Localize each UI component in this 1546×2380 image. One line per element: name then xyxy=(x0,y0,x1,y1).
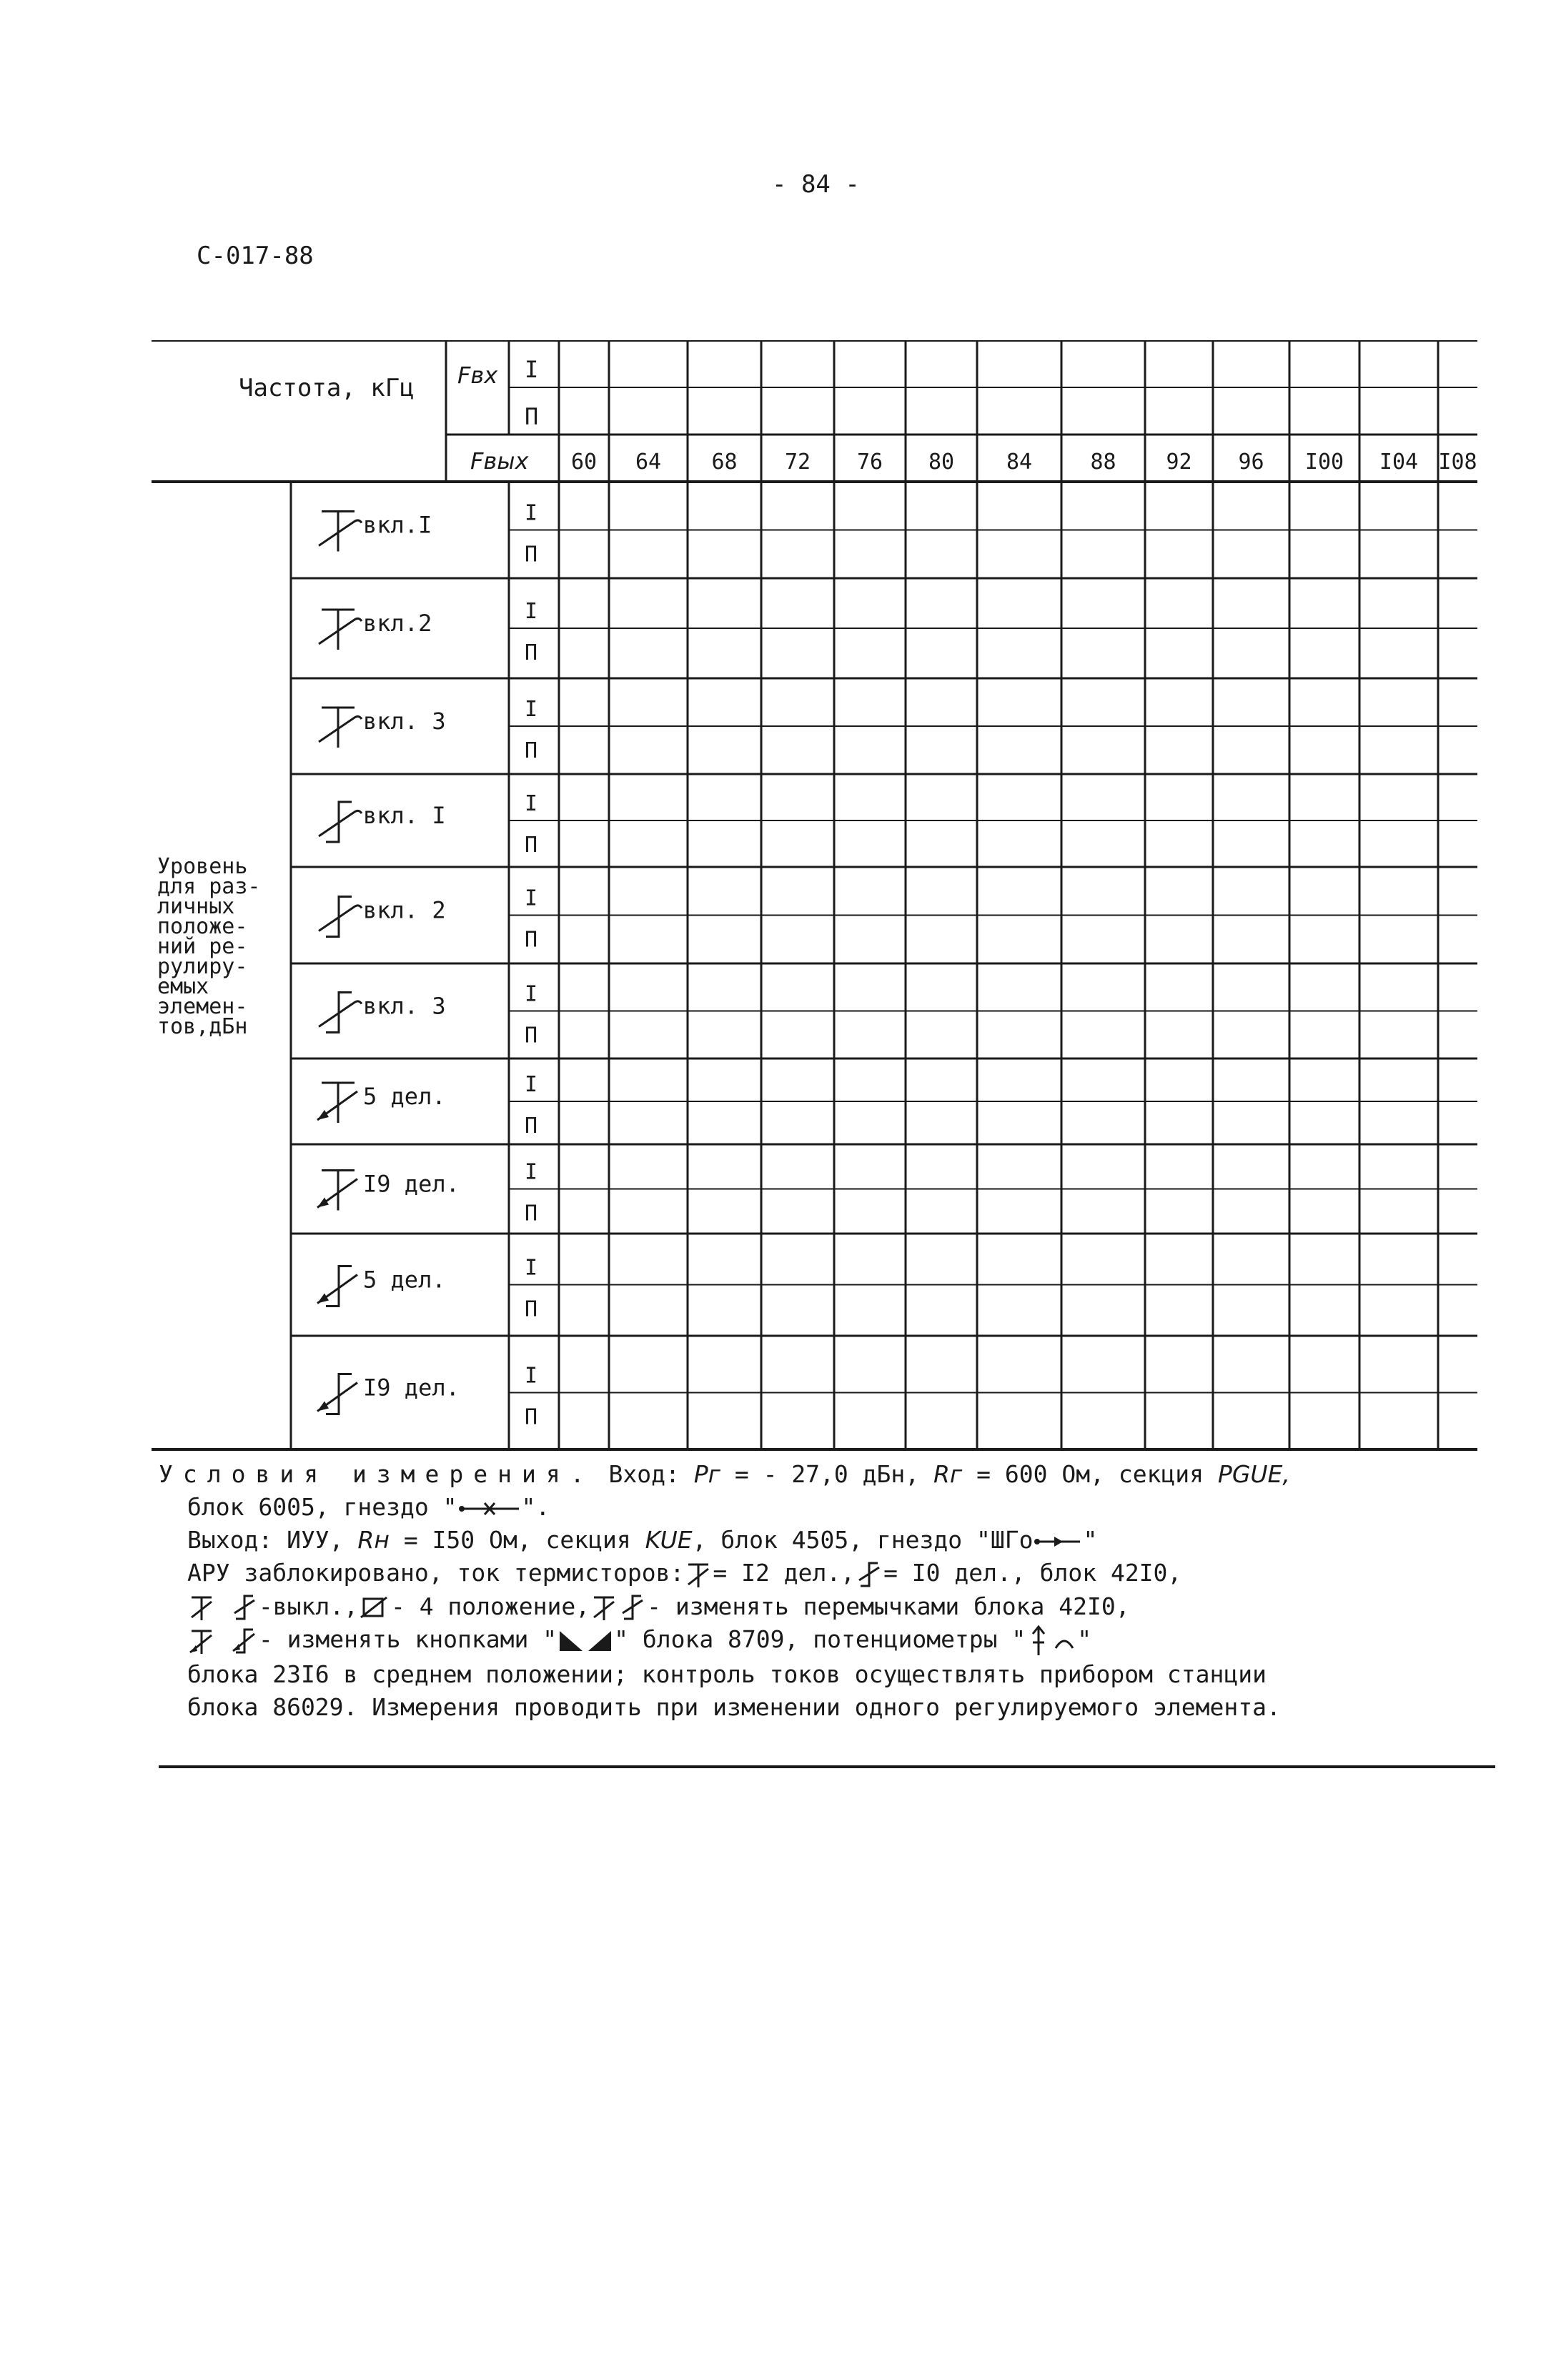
document-code: С-017-88 xyxy=(197,242,314,270)
regulator-S-icon xyxy=(317,1374,357,1414)
knob-icon xyxy=(1051,1628,1077,1654)
thermistor-T-icon xyxy=(590,1592,618,1623)
thermistor-T-icon xyxy=(187,1592,216,1623)
level-label-line: рулиру- xyxy=(157,954,248,979)
notes-line-5: -выкл., - 4 положение, - изменять перемычками блока 42I0, xyxy=(187,1590,1467,1624)
regulator-T-icon xyxy=(317,1171,357,1211)
f-out-label: Fвых xyxy=(470,447,529,475)
regulator-S-icon xyxy=(230,1625,259,1657)
row-half-II: П xyxy=(525,1296,538,1322)
row-half-II: П xyxy=(525,927,538,953)
table-row xyxy=(291,1160,1477,1234)
notes-line-3: Выход: ИУУ, Rн = I50 Ом, секция KUE, блок 4505, гнездо "ШГо " xyxy=(187,1526,1098,1554)
row-half-II: П xyxy=(525,1201,538,1226)
freq-header-cell: I08 xyxy=(1438,450,1477,475)
table-row xyxy=(291,1256,1477,1337)
table-row xyxy=(291,599,1477,678)
socket-plug-icon xyxy=(457,1498,522,1519)
row-half-I: I xyxy=(525,1363,538,1389)
freq-header-cell: 96 xyxy=(1238,450,1264,475)
notes-line-8: блока 86029. Измерения проводить при изменении одного регулируемого элемента. xyxy=(187,1692,1281,1721)
notes-heading: Условия измерения. xyxy=(159,1460,595,1488)
thermistor-S-icon xyxy=(618,1592,647,1623)
level-label-line: для раз- xyxy=(157,874,261,899)
button-down-icon xyxy=(557,1628,585,1654)
level-label-line: элемен- xyxy=(157,994,248,1019)
freq-header-cell: 88 xyxy=(1090,450,1116,475)
row-label: вкл. 3 xyxy=(363,992,446,1020)
table-row xyxy=(291,697,1477,774)
level-label-line: положе- xyxy=(157,914,248,939)
thermistor-S-icon xyxy=(319,897,362,937)
thermistor-S-icon xyxy=(855,1559,883,1590)
freq-header-cell: 72 xyxy=(784,450,811,475)
f-in-half-I: I xyxy=(525,356,539,383)
thermistor-S-icon xyxy=(319,802,362,842)
row-label: вкл.2 xyxy=(363,610,432,637)
page-number: - 84 - xyxy=(772,170,860,199)
button-up-icon xyxy=(585,1628,614,1654)
level-label-line: личных xyxy=(157,894,235,919)
level-label-line: ний ре- xyxy=(157,934,248,959)
row-label: I9 дел. xyxy=(363,1170,460,1198)
bottom-rule xyxy=(159,1765,1495,1768)
measurement-conditions xyxy=(159,1458,1467,1724)
row-half-I: I xyxy=(525,500,538,526)
level-label-line: емых xyxy=(157,974,209,999)
row-label: вкл. 3 xyxy=(363,708,446,735)
row-half-II: П xyxy=(525,640,538,665)
potentiometer-icon xyxy=(1026,1624,1051,1658)
regulator-S-icon xyxy=(317,1266,357,1306)
row-label: вкл.I xyxy=(363,511,432,539)
thermistor-T-icon xyxy=(319,708,362,748)
level-label-line: тов,дБн xyxy=(157,1014,248,1039)
regulator-T-icon xyxy=(317,1083,357,1123)
row-half-I: I xyxy=(525,1255,538,1281)
table-row xyxy=(291,982,1477,1059)
freq-header-cell: I04 xyxy=(1379,450,1419,475)
notes-line-2: блок 6005, гнездо " ". xyxy=(187,1493,550,1521)
freq-header-cell: 64 xyxy=(635,450,662,475)
row-half-I: I xyxy=(525,697,538,722)
thermistor-T-icon xyxy=(684,1559,713,1590)
table-row xyxy=(291,886,1477,964)
freq-header-cell: 84 xyxy=(1006,450,1033,475)
row-label: вкл. 2 xyxy=(363,896,446,924)
row-label: 5 дел. xyxy=(363,1266,446,1294)
freq-header-cell: 60 xyxy=(570,450,598,475)
regulator-T-icon xyxy=(187,1625,216,1657)
row-label: вкл. I xyxy=(363,802,446,829)
row-half-II: П xyxy=(525,1404,538,1430)
row-half-II: П xyxy=(525,833,538,858)
level-label-line: Уровень xyxy=(157,854,248,879)
row-label: 5 дел. xyxy=(363,1083,446,1110)
thermistor-S-icon xyxy=(230,1592,259,1623)
row-half-II: П xyxy=(525,738,538,763)
table-rows xyxy=(291,501,1477,1450)
row-half-I: I xyxy=(525,981,538,1007)
notes-line-6: - изменять кнопками " " блока 8709, потенциометры " " xyxy=(187,1623,1467,1658)
thermistor-T-icon xyxy=(319,610,362,650)
row-half-I: I xyxy=(525,886,538,911)
frequency-label: Частота, кГц xyxy=(239,374,415,402)
row-half-I: I xyxy=(525,1159,538,1185)
table-row xyxy=(291,791,1477,867)
table-row xyxy=(291,1072,1477,1144)
notes-line-7: блока 23I6 в среднем положении; контроль токов осуществлять прибором станции xyxy=(187,1660,1267,1688)
notes-line-4: АРУ заблокировано, ток термисторов: = I2 дел., = I0 дел., блок 42I0, xyxy=(187,1557,1467,1590)
level-label xyxy=(157,854,261,1039)
freq-header-cell: 68 xyxy=(711,450,738,475)
table-row xyxy=(291,501,1477,579)
row-half-I: I xyxy=(525,791,538,816)
row-half-II: П xyxy=(525,542,538,567)
row-label: I9 дел. xyxy=(363,1374,460,1402)
table-row xyxy=(291,1364,1477,1450)
row-half-I: I xyxy=(525,599,538,624)
frequency-columns xyxy=(559,340,1477,1449)
freq-header-cell: 76 xyxy=(856,450,883,475)
row-half-II: П xyxy=(525,1114,538,1139)
row-half-I: I xyxy=(525,1072,538,1097)
measurement-table xyxy=(152,340,1495,1455)
socket-arrow-icon xyxy=(1033,1531,1083,1552)
freq-header-cell: I00 xyxy=(1304,450,1344,475)
f-in-label: Fвх xyxy=(457,362,498,389)
row-half-II: П xyxy=(525,1023,538,1048)
notes-line-1: Условия измерения. Вход: Pг = - 27,0 дБн, Rг = 600 Ом, секция PGUE, xyxy=(159,1460,1290,1488)
thermistor-S-icon xyxy=(319,993,362,1033)
thermistor-T-icon xyxy=(319,512,362,552)
box-thermistor-icon xyxy=(358,1592,391,1623)
f-in-half-II: П xyxy=(525,403,539,430)
freq-header-cell: 92 xyxy=(1166,450,1192,475)
freq-header-cell: 80 xyxy=(928,450,955,475)
